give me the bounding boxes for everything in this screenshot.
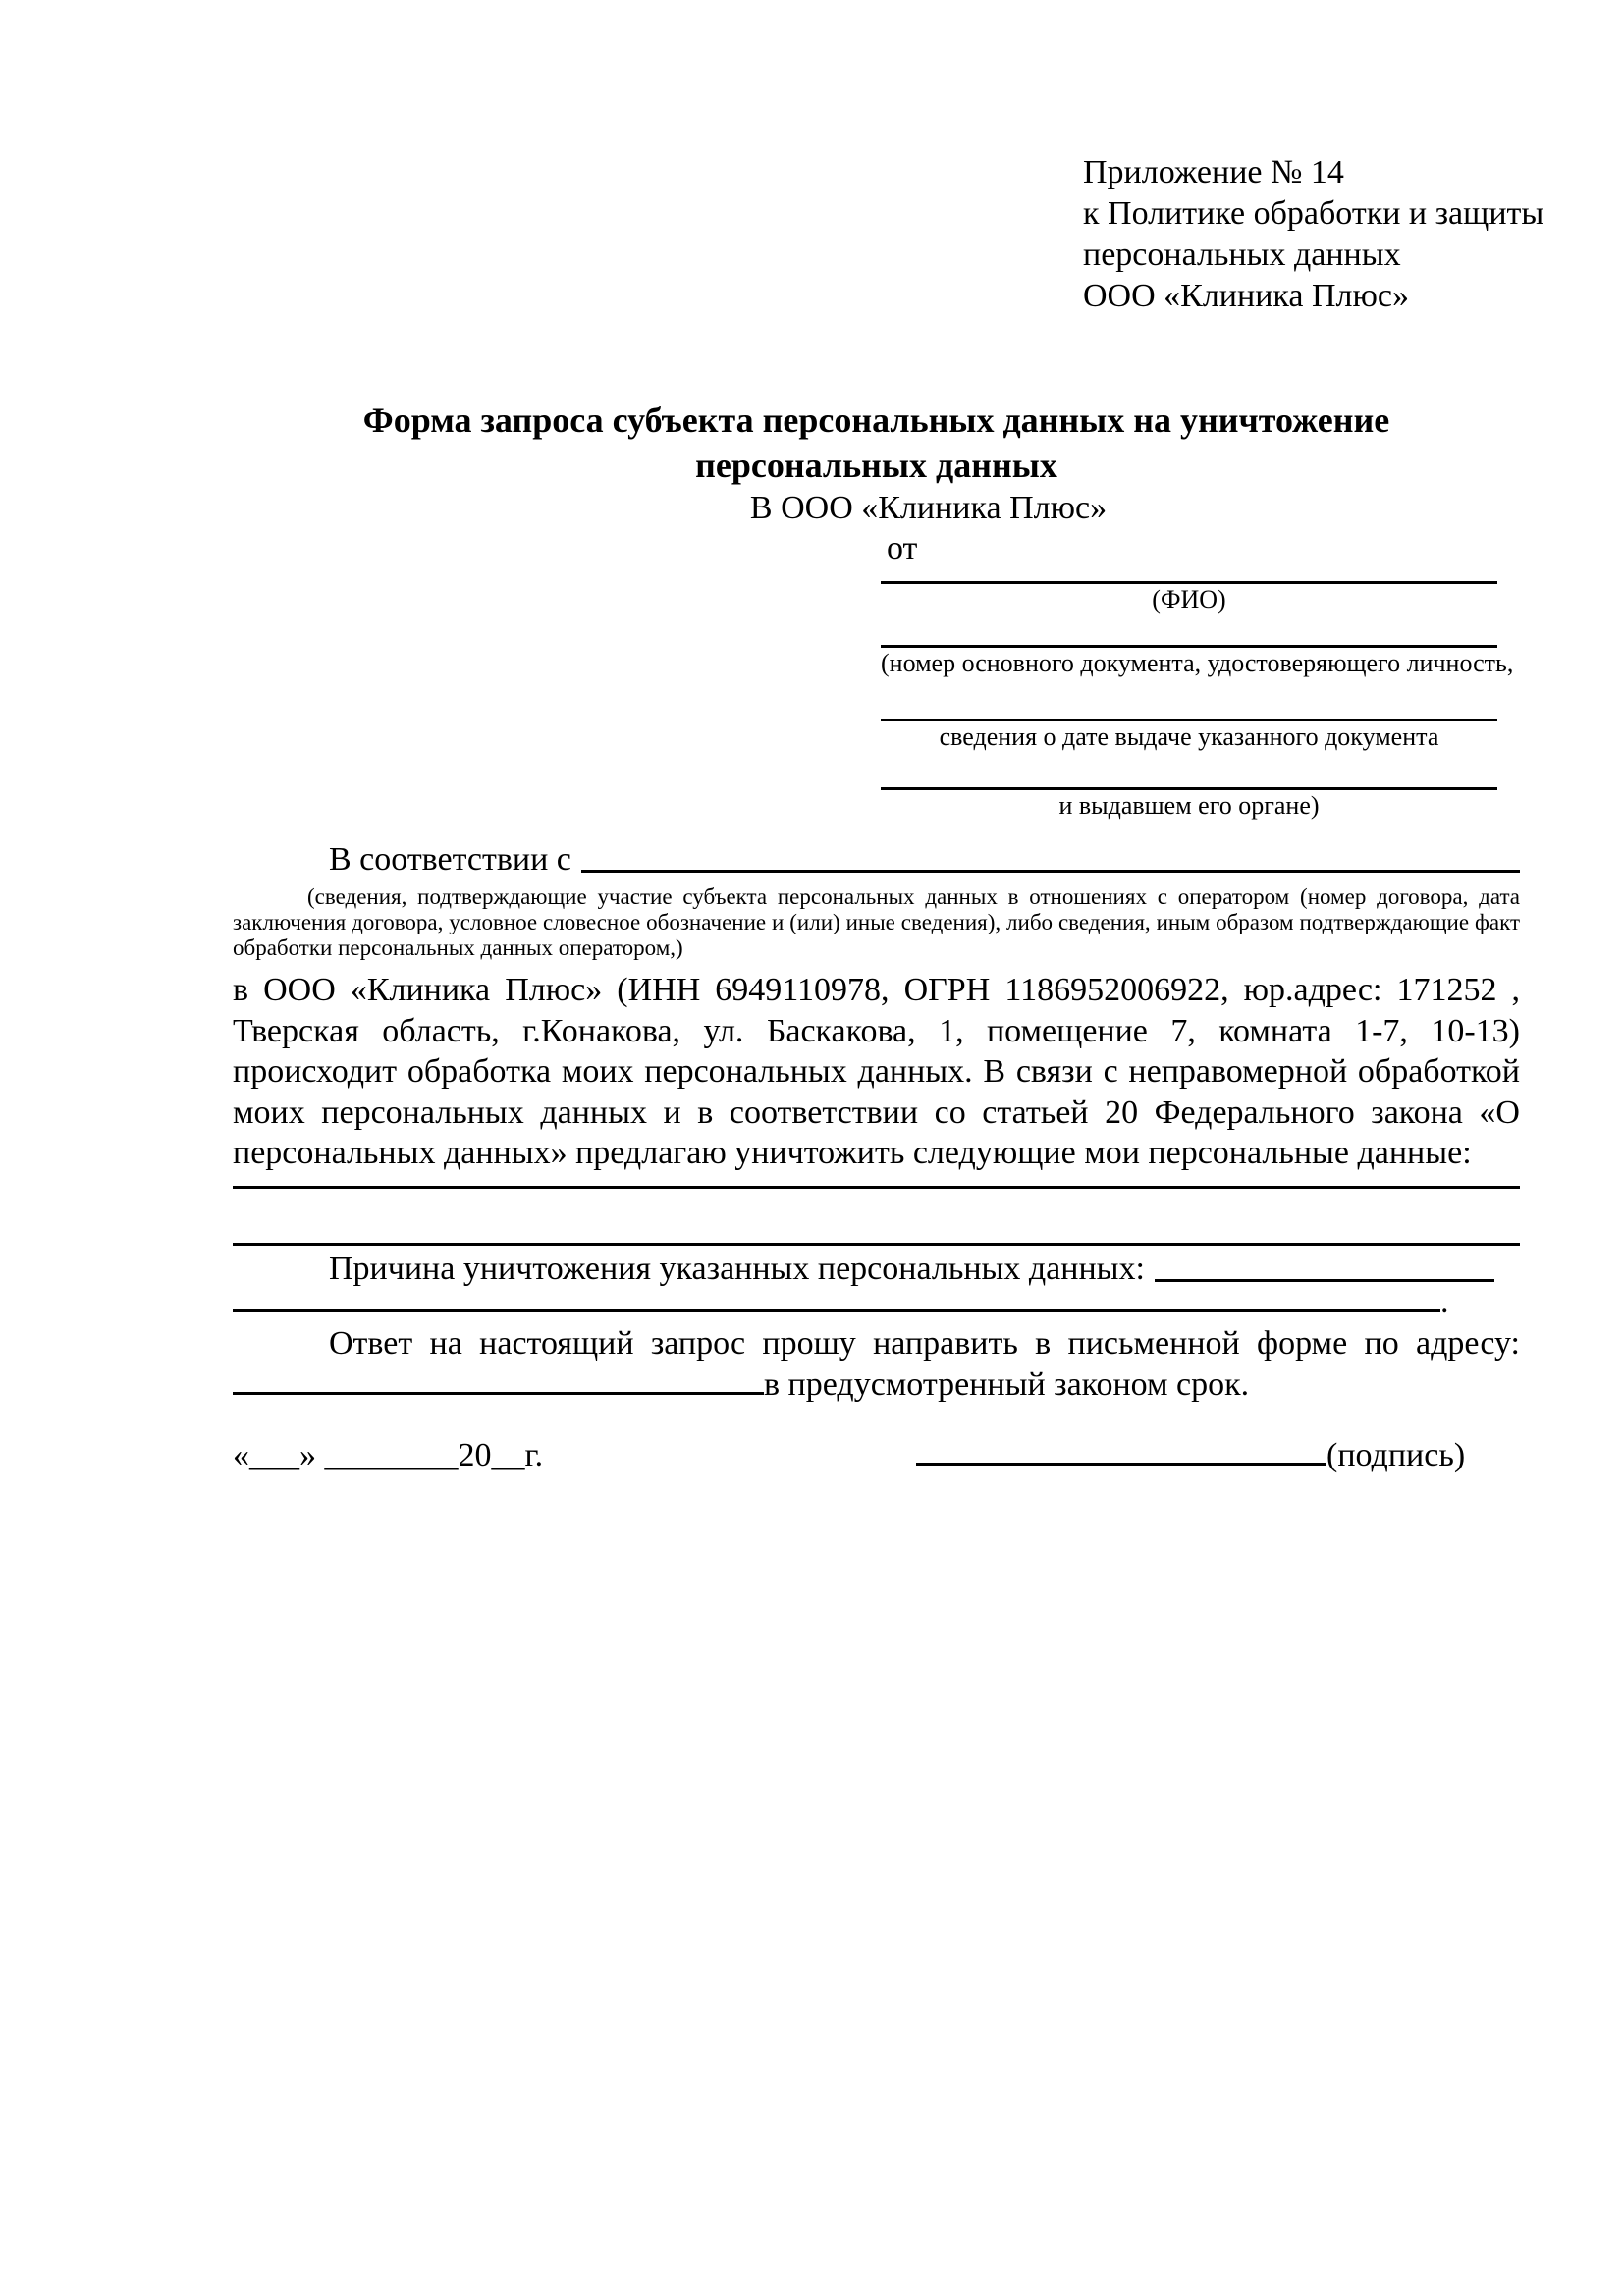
date-line: «___» ________20__г. — [233, 1437, 544, 1473]
blank-line — [233, 1309, 1440, 1312]
appendix-block — [1083, 152, 1543, 317]
accordance-label: В соответствии с — [329, 841, 571, 878]
blank-write-line-1 — [233, 1186, 1520, 1189]
doc-issuer-caption: и выдавшем его органе) — [1058, 791, 1320, 820]
doc-issuer-blank-line — [881, 753, 1497, 790]
addressee-line: В ООО «Клиника Плюс» — [749, 490, 1108, 526]
blank-write-line-2 — [233, 1243, 1520, 1246]
appendix-line-4: ООО «Клиника Плюс» — [1083, 278, 1409, 314]
doc-number-blank-line — [881, 615, 1497, 648]
signature-caption: (подпись) — [1326, 1437, 1466, 1473]
doc-number-caption: (номер основного документа, удостоверяющего личность, — [881, 649, 1514, 677]
fio-caption: (ФИО) — [1152, 585, 1226, 614]
document-title — [233, 398, 1520, 488]
reply-address-line — [233, 1364, 1520, 1406]
title-line-2: персональных данных — [695, 446, 1057, 485]
fio-blank-line — [881, 553, 1497, 584]
appendix-line-2: к Политике обработки и защиты — [1083, 195, 1544, 232]
signature-block — [916, 1435, 1465, 1476]
from-label: от — [887, 530, 918, 566]
title-line-1: Форма запроса субъекта персональных данных на уничтожение — [362, 400, 1390, 440]
appendix-line-1: Приложение № 14 — [1083, 154, 1344, 190]
doc-issue-date-caption: сведения о дате выдаче указанного документа — [939, 722, 1439, 751]
appendix-line-3: персональных данных — [1083, 237, 1401, 273]
signature-blank-line — [916, 1463, 1326, 1466]
body-paragraph: в ООО «Клиника Плюс» (ИНН 6949110978, ОГРН 1186952006922, юр.адрес: 171252 , Тверская область, г.Конакова, ул. Баскакова, 1, помещение 7, комната 1-7, 10-13) происходит обработка моих персональных данных. В связи с неправомерной обработкой моих персональных данных и в соответствии со статьей 20 Федерального закона «О персональных данных» предлагаю уничтожить следующие мои персональные данные: — [233, 972, 1520, 1171]
doc-issue-date-blank-line — [881, 679, 1497, 721]
reply-paragraph — [233, 1323, 1520, 1406]
line-end-period: . — [1440, 1284, 1449, 1320]
reply-tail: в предусмотренный законом срок. — [764, 1366, 1250, 1403]
reply-line: Ответ на настоящий запрос прошу направить в письменной форме по адресу: — [329, 1325, 1520, 1362]
accordance-line — [233, 839, 1520, 881]
accordance-blank-line — [581, 839, 1520, 881]
applicant-fields-block — [881, 553, 1514, 822]
blank-write-line-3 — [233, 1282, 1520, 1323]
address-blank-line — [233, 1392, 764, 1395]
reason-label: Причина уничтожения указанных персональных данных: — [329, 1251, 1145, 1287]
accordance-note: (сведения, подтверждающие участие субъекта персональных данных в отношениях с оператором (номер договора, дата заключения договора, условное словесное обозначение и (или) иные сведения), либо сведения, иным образом подтверждающие факт обработки персональных данных оператором,) — [233, 884, 1520, 960]
